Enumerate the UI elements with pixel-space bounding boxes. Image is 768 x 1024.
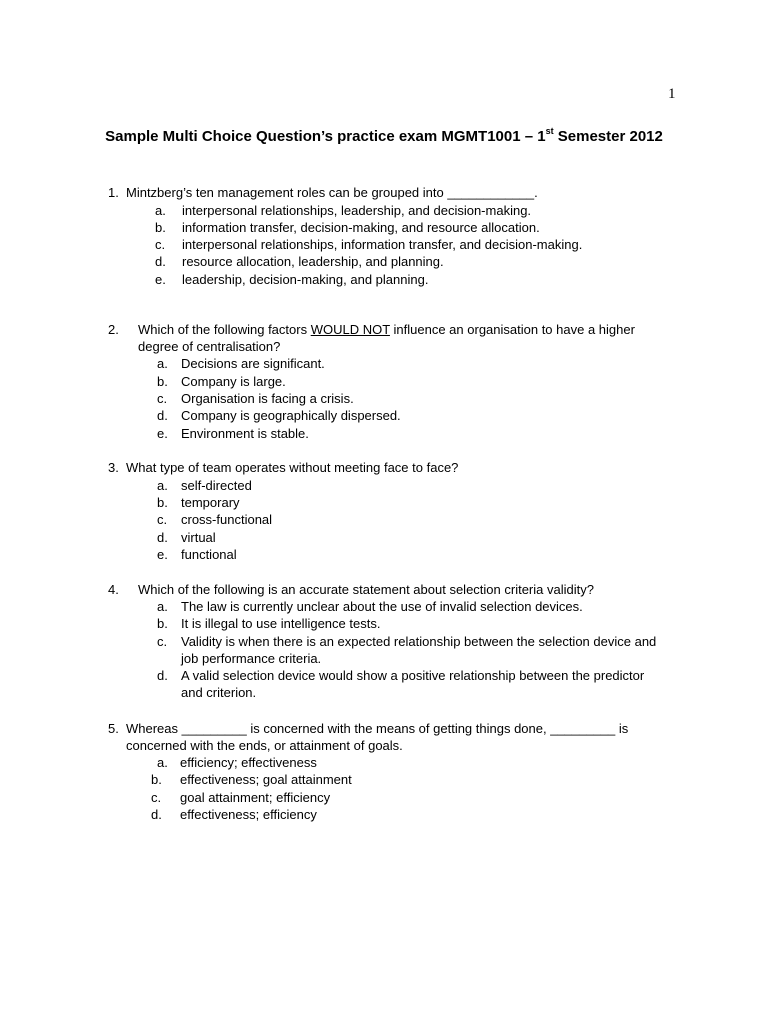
option-letter: c.	[157, 634, 168, 649]
option-text: Organisation is facing a crisis.	[181, 391, 354, 406]
option-text: goal attainment; efficiency	[180, 790, 331, 805]
option-text: effectiveness; efficiency	[180, 807, 317, 822]
option-text: functional	[181, 547, 237, 562]
option-letter: c.	[157, 391, 168, 406]
option-letter: a.	[157, 599, 168, 614]
option-letter: e.	[155, 272, 166, 287]
option-text: resource allocation, leadership, and planning.	[182, 254, 444, 269]
option-letter: a.	[157, 478, 168, 493]
title-tail: Semester 2012	[553, 128, 663, 145]
option-letter: a.	[157, 755, 168, 770]
option-text: The law is currently unclear about the use of invalid selection devices.	[181, 599, 583, 614]
option-letter: b.	[155, 220, 166, 235]
question-text: Which of the following is an accurate statement about selection criteria validity?	[138, 582, 594, 597]
question-text-after: influence an organisation to have a higher degree of centralisation?	[138, 322, 635, 355]
question-text: Mintzberg’s ten management roles can be grouped into ____________.	[126, 185, 538, 200]
option-letter: c.	[157, 512, 168, 527]
option-text: leadership, decision-making, and planning.	[182, 272, 429, 287]
option-letter: d.	[157, 668, 168, 683]
question-number: 2.	[108, 322, 119, 337]
option-letter: c.	[151, 790, 162, 805]
question-text: What type of team operates without meeting face to face?	[126, 460, 459, 475]
option-letter: d.	[151, 807, 162, 822]
option-text: efficiency; effectiveness	[180, 755, 317, 770]
option-text: virtual	[181, 530, 216, 545]
option-letter: a.	[157, 356, 168, 371]
question-text-before: Which of the following factors	[138, 322, 311, 337]
option-text: Environment is stable.	[181, 426, 309, 441]
option-text: cross-functional	[181, 512, 273, 527]
option-letter: e.	[157, 547, 168, 562]
option-text: Validity is when there is an expected relationship between the selection device and job performance criteria.	[181, 634, 657, 667]
option-text: temporary	[181, 495, 240, 510]
option-text: self-directed	[181, 478, 252, 493]
question-number: 5.	[108, 721, 119, 736]
option-text: information transfer, decision-making, and resource allocation.	[182, 220, 540, 235]
question-text: Whereas _________ is concerned with the means of getting things done, _________ is concerned with the ends, or attainment of goals.	[126, 721, 629, 754]
question-number: 4.	[108, 582, 119, 597]
option-text: effectiveness; goal attainment	[180, 772, 352, 787]
option-letter: b.	[157, 374, 168, 389]
option-text: Company is large.	[181, 374, 286, 389]
option-text: interpersonal relationships, information transfer, and decision-making.	[182, 237, 583, 252]
page-title	[0, 128, 768, 145]
question-text	[138, 321, 678, 356]
option-text: A valid selection device would show a positive relationship between the predictor and criterion.	[181, 668, 645, 701]
option-text: Decisions are significant.	[181, 356, 325, 371]
option-text: It is illegal to use intelligence tests.	[181, 616, 381, 631]
option-letter: a.	[155, 203, 166, 218]
question-emphasis: WOULD NOT	[310, 322, 390, 337]
question-number: 1.	[108, 185, 119, 200]
option-letter: e.	[157, 426, 168, 441]
option-text: Company is geographically dispersed.	[181, 408, 401, 423]
option-letter: c.	[155, 237, 166, 252]
option-letter: d.	[155, 254, 166, 269]
title-superscript: st	[545, 126, 554, 136]
option-letter: b.	[157, 616, 168, 631]
option-letter: b.	[151, 772, 162, 787]
question-number: 3.	[108, 460, 119, 475]
option-letter: d.	[157, 408, 168, 423]
option-letter: d.	[157, 530, 168, 545]
page-number: 1	[668, 86, 676, 102]
option-text: interpersonal relationships, leadership, and decision-making.	[182, 203, 532, 218]
option-letter: b.	[157, 495, 168, 510]
title-main: Sample Multi Choice Question’s practice exam MGMT1001 – 1	[105, 128, 546, 145]
